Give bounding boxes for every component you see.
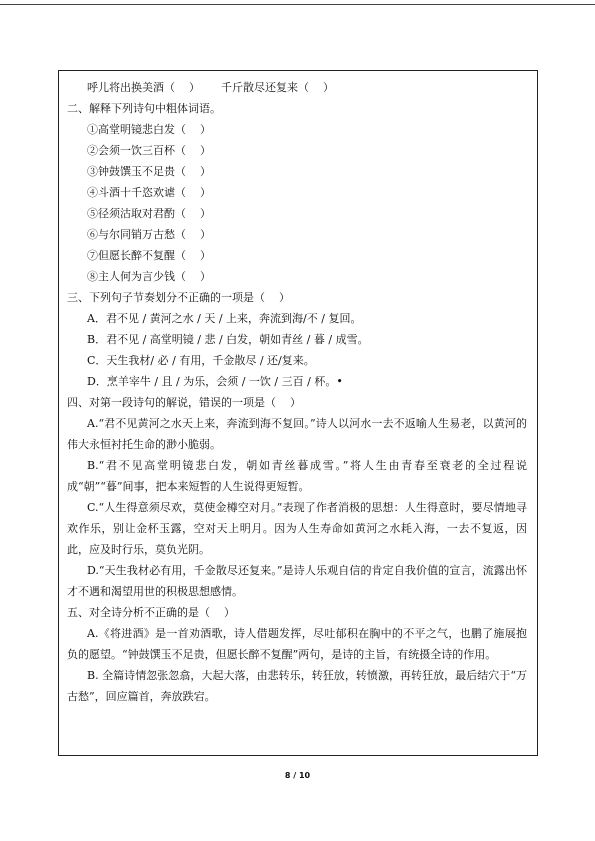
question-item: ④斗酒十千恣欢谑（ ）	[87, 186, 211, 199]
text-line: 呼儿将出换美酒（ ） 千斤散尽还复来（ ）	[87, 81, 334, 94]
header-rule	[0, 4, 595, 5]
option-item: C．天生我材/ 必 / 有用，千金散尽 / 还/复来。	[87, 354, 315, 367]
question-item: ⑤径须沽取对君酌（ ）	[87, 207, 211, 220]
option-paragraph: D.“天生我材必有用，千金散尽还复来。”是诗人乐观自信的肯定自我价值的宣言，流露出怀才不遇和渴望用世的积极思想感情。	[67, 564, 527, 598]
option-paragraph: B.“君不见高堂明镜悲白发，朝如青丝暮成雪。”将人生由青春至衰老的全过程说成“朝”“暮”间事，把本来短暂的人生说得更短暂。	[67, 459, 527, 493]
option-item: D．烹羊宰牛 / 且 / 为乐，会须 / 一饮 / 三百 / 杯。•	[87, 375, 343, 388]
content-frame	[58, 70, 538, 756]
section-heading: 二、解释下列诗句中粗体词语。	[67, 102, 221, 115]
option-paragraph: A.“君不见黄河之水天上来，奔流到海不复回。”诗人以河水一去不返喻人生易老，以黄河的伟大永恒衬托生命的渺小脆弱。	[67, 417, 527, 451]
section-heading: 五、对全诗分析不正确的是（ ）	[67, 606, 235, 619]
question-item: ⑥与尔同销万古愁（ ）	[87, 228, 211, 241]
section-heading: 四、对第一段诗句的解说，错误的一项是（ ）	[67, 396, 301, 409]
question-item: ⑦但愿长醉不复醒（ ）	[87, 249, 211, 262]
question-item: ②会须一饮三百杯（ ）	[87, 144, 211, 157]
section-heading: 三、下列句子节奏划分不正确的一项是（ ）	[67, 291, 290, 304]
option-item: A．君不见 / 黄河之水 / 天 / 上来，奔流到海/不 / 复回。	[87, 312, 362, 325]
option-paragraph: A.《将进酒》是一首劝酒歌，诗人借题发挥，尽吐郁积在胸中的不平之气，也鹏了施展抱负的愿望。“钟鼓馔玉不足贵，但愿长醉不复醒”两句，是诗的主旨，有统摄全诗的作用。	[67, 627, 527, 661]
page-number: 8 / 10	[284, 771, 311, 780]
question-item: ③钟鼓馔玉不足贵（ ）	[87, 165, 211, 178]
option-paragraph: C.“人生得意须尽欢，莫使金樽空对月。”表现了作者消极的思想：人生得意时，要尽情地寻欢作乐，别让金杯玉露，空对天上明月。因为人生寿命如黄河之水耗入海，一去不复返，因此，应及时行乐，莫负光阴。	[67, 501, 527, 556]
option-paragraph: B. 全篇诗情忽张忽翕，大起大落，由悲转乐，转狂放，转愤激，再转狂放，最后结穴于“万古愁”，回应篇首，奔放跌宕。	[67, 669, 527, 703]
question-item: ⑧主人何为言少钱（ ）	[87, 270, 211, 283]
question-item: ①高堂明镜悲白发（ ）	[87, 123, 211, 136]
option-item: B．君不见 / 高堂明镜 / 悲 / 白发，朝如青丝 / 暮 / 成雪。	[87, 333, 369, 346]
